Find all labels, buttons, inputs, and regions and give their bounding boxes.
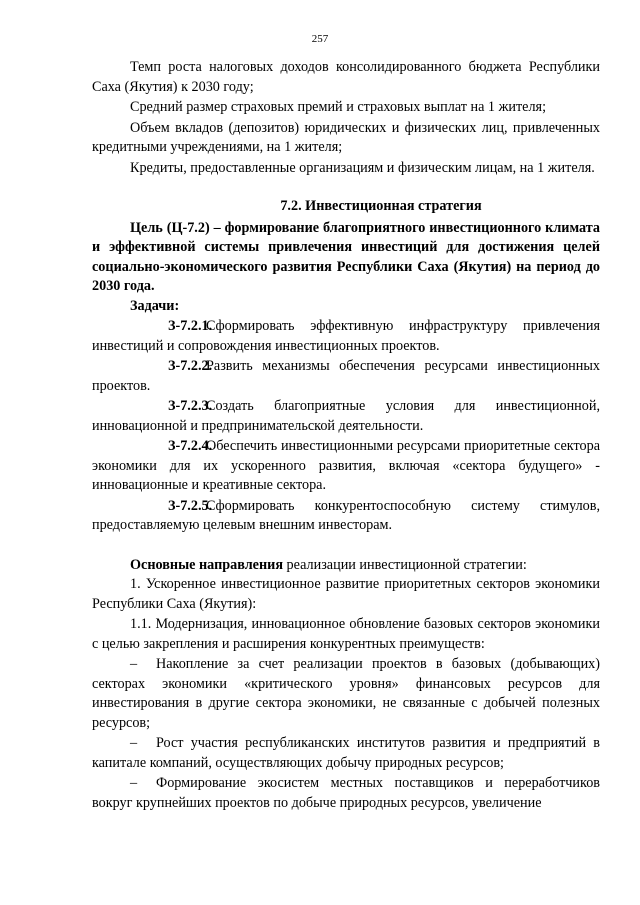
task-item (92, 397, 600, 436)
goal-statement: Цель (Ц-7.2) – формирование благоприятного инвестиционного климата и эффективной системы привлечения инвестиций для достижения целей социально-экономического развития Республики Саха (Якутия) на период до 2030 года. (92, 219, 600, 294)
bullet-item (92, 734, 600, 773)
direction-subitem: 1.1. Модернизация, инновационное обновление базовых секторов экономики с целью закрепления и расширения конкурентных преимуществ: (92, 616, 600, 652)
task-text: Сформировать конкурентоспособную систему стимулов, предоставляемую целевым внешним инвесторам. (92, 497, 600, 533)
bullet-item (92, 655, 600, 733)
section-title: 7.2. Инвестиционная стратегия (280, 198, 482, 214)
directions-heading (92, 556, 600, 576)
bullet-item (92, 774, 600, 813)
paragraph: Объем вкладов (депозитов) юридических и физических лиц, привлеченных кредитными учреждениями, на 1 жителя; (92, 119, 600, 155)
task-text: Развить механизмы обеспечения ресурсами инвестиционных проектов. (92, 358, 600, 394)
task-item (92, 357, 600, 396)
directions-heading-bold: Основные направления (130, 556, 283, 573)
dash-marker: – (130, 656, 138, 672)
paragraph: Средний размер страховых премий и страховых выплат на 1 жителя; (130, 99, 547, 115)
task-code: З-7.2.5. (168, 497, 213, 514)
bullet-text: Формирование экосистем местных поставщиков и переработчиков вокруг крупнейших проектов по добыче природных ресурсов, увеличение (92, 775, 600, 811)
task-code: З-7.2.4. (168, 438, 213, 454)
task-text: Обеспечить инвестиционными ресурсами приоритетные сектора экономики для их ускоренного развития, включая «сектора будущего» - инновационные и креативные сектора. (92, 438, 600, 493)
dash-marker: – (130, 775, 138, 791)
page-content (92, 58, 600, 813)
paragraph: Темп роста налоговых доходов консолидированного бюджета Республики Саха (Якутия) к 2030 году; (92, 59, 600, 95)
directions-heading-rest: реализации инвестиционной стратегии: (283, 556, 527, 573)
task-code: З-7.2.2. (168, 358, 213, 374)
direction-item: 1. Ускоренное инвестиционное развитие приоритетных секторов экономики Республики Саха (Якутия): (92, 576, 600, 612)
page-number: 257 (311, 33, 329, 45)
bullet-text: Рост участия республиканских институтов развития и предприятий в капитале компаний, осуществляющих добычу природных ресурсов; (92, 735, 600, 771)
tasks-label: Задачи: (130, 297, 180, 314)
dash-marker: – (130, 735, 138, 751)
task-text: Создать благоприятные условия для инвестиционной, инновационной и предпринимательской деятельности. (92, 398, 600, 434)
task-item (92, 437, 600, 496)
task-text: Сформировать эффективную инфраструктуру привлечения инвестиций и сопровождения инвестиционных проектов. (92, 318, 600, 354)
bullet-text: Накопление за счет реализации проектов в базовых (добывающих) секторах экономики «критического уровня» финансовых ресурсов для инвестирования в другие сектора экономики, не связанные с добычей полезных ресурсов; (92, 656, 600, 731)
task-item (92, 317, 600, 356)
task-code: З-7.2.1. (168, 318, 213, 334)
paragraph: Кредиты, предоставленные организациям и физическим лицам, на 1 жителя. (130, 159, 595, 176)
task-item (92, 497, 600, 536)
task-code: З-7.2.3. (168, 398, 213, 414)
